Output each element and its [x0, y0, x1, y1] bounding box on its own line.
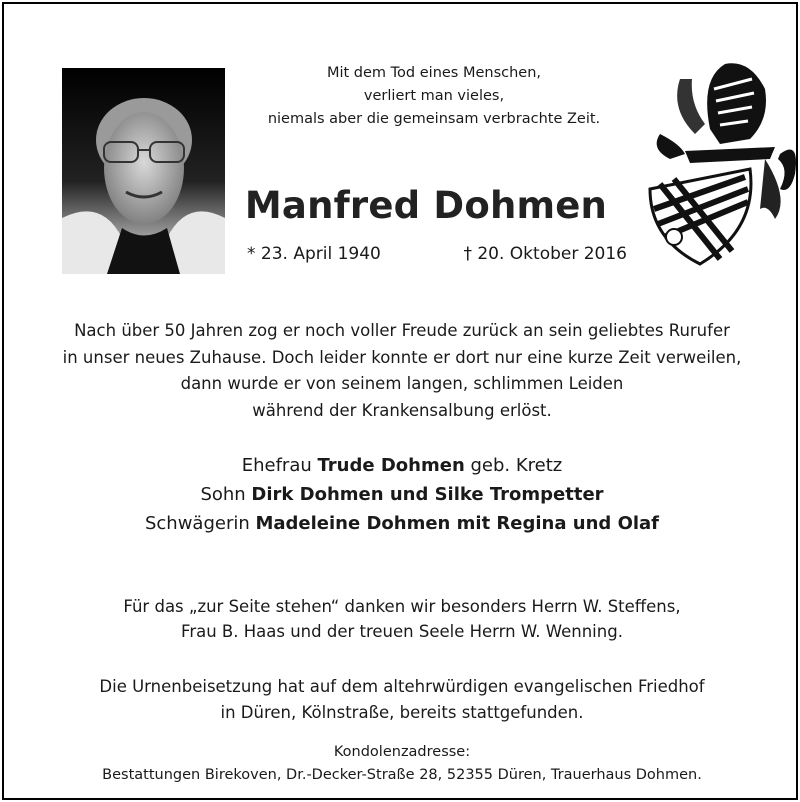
mourner-names: Trude Dohmen	[317, 455, 465, 476]
mourner-sister-in-law	[24, 509, 780, 538]
text-line: in unser neues Zuhause. Doch leider konnte er dort nur eine kurze Zeit verweilen,	[62, 347, 742, 367]
thanks-text	[24, 594, 780, 644]
burial-notice	[24, 674, 780, 726]
obituary-text	[24, 318, 780, 424]
deceased-name: Manfred Dohmen	[244, 184, 608, 227]
quote-line: verliert man vieles,	[363, 88, 505, 104]
quote-line: niemals aber die gemeinsam verbrachte Zeit.	[267, 111, 601, 127]
portrait-photo	[62, 68, 225, 274]
memorial-quote	[234, 62, 634, 131]
condolence-address	[24, 741, 780, 787]
life-dates	[247, 244, 627, 264]
mourners-list	[24, 451, 780, 538]
text-line: dann wurde er von seinem langen, schlimmen Leiden	[180, 374, 624, 393]
contact-label: Kondolenzadresse:	[333, 744, 471, 760]
relation-label: Ehefrau	[241, 455, 318, 476]
coat-of-arms-icon	[640, 59, 800, 279]
contact-address: Bestattungen Birekoven, Dr.-Decker-Straße 28, 52355 Düren, Trauerhaus Dohmen.	[102, 767, 702, 783]
mourner-wife	[24, 451, 780, 480]
text-line: während der Krankensalbung erlöst.	[252, 400, 552, 420]
mourner-names: Madeleine Dohmen mit Regina und Olaf	[255, 513, 660, 534]
text-line: Die Urnenbeisetzung hat auf dem altehrwürdigen evangelischen Friedhof	[99, 677, 705, 696]
text-line: Nach über 50 Jahren zog er noch voller Freude zurück an sein geliebtes Rurufer	[74, 321, 730, 340]
text-line: in Düren, Kölnstraße, bereits stattgefunden.	[220, 703, 584, 722]
birth-date: * 23. April 1940	[247, 244, 381, 264]
relation-label: Sohn	[200, 484, 252, 505]
obituary-notice	[2, 2, 798, 800]
relation-suffix: geb. Kretz	[464, 455, 563, 476]
mourner-names: Dirk Dohmen und Silke Trompetter	[251, 484, 604, 505]
mourner-son	[24, 480, 780, 509]
text-line: Frau B. Haas und der treuen Seele Herrn W. Wenning.	[181, 622, 623, 641]
death-date: † 20. Oktober 2016	[463, 244, 627, 264]
relation-label: Schwägerin	[144, 513, 256, 534]
text-line: Für das „zur Seite stehen“ danken wir besonders Herrn W. Steffens,	[123, 597, 681, 616]
quote-line: Mit dem Tod eines Menschen,	[326, 65, 542, 81]
